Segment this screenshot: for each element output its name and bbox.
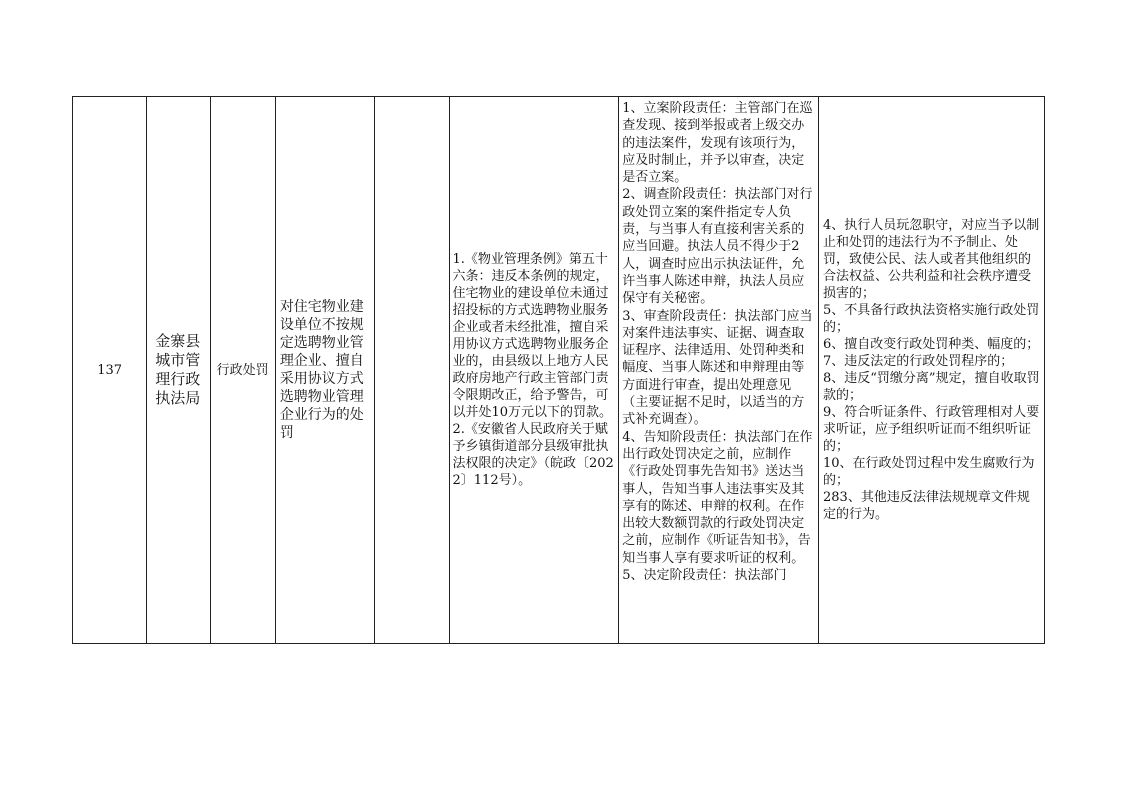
responsibility-item: 4、告知阶段责任：执法部门在作出行政处罚决定之前，应制作《行政处罚事先告知书》送达当事人，告知当事人违法事实及其享有的陈述、申辩的权利。在作出较大数额罚款的行政处罚决定之前，应制作《听证告知书》，告知当事人享有要求听证的权利。 — [622, 429, 813, 566]
table-row — [73, 97, 1045, 644]
legal-basis-cell — [449, 97, 619, 644]
accountability-cell — [819, 97, 1045, 644]
row-number-cell — [73, 97, 147, 644]
accountability-item: 5、不具备行政执法资格实施行政处罚的； — [823, 303, 1040, 335]
row-number: 137 — [97, 362, 123, 378]
power-list-table — [72, 96, 1045, 644]
accountability-item: 8、违反“罚缴分离”规定，擅自收取罚款的； — [823, 371, 1040, 403]
responsibility-list — [619, 97, 818, 584]
responsibility-item: 1、立案阶段责任：主管部门在巡查发现、接到举报或者上级交办的违法案件，发现有该项行为，应及时制止，并予以审查，决定是否立案。 — [622, 101, 813, 186]
department-cell — [147, 97, 210, 644]
accountability-item: 7、违反法定的行政处罚程序的； — [823, 354, 1014, 369]
accountability-item: 4、执行人员玩忽职守，对应当予以制止和处罚的违法行为不予制止、处罚，致使公民、法人或者其他组织的合法权益、公共利益和社会秩序遭受损害的； — [823, 218, 1040, 301]
item-name-cell — [275, 97, 374, 644]
responsibility-cell — [619, 97, 819, 644]
legal-basis-item: 2.《安徽省人民政府关于赋予乡镇街道部分县级审批执法权限的决定》（皖政〔2022〕112号）。 — [452, 422, 614, 488]
department-name: 金寨县城市管理行政执法局 — [155, 332, 201, 407]
accountability-list — [819, 217, 1044, 523]
power-type-cell — [210, 97, 275, 644]
responsibility-item: 2、调查阶段责任：执法部门对行政处罚立案的案件指定专人负责，与当事人有直接利害关系的应当回避。执法人员不得少于2人，调查时应出示执法证件，允许当事人陈述申辩，执法人员应保守有关秘密。 — [622, 187, 813, 307]
responsibility-item: 3、审查阶段责任：执法部门应当对案件违法事实、证据、调查取证程序、法律适用、处罚种类和幅度、当事人陈述和申辩理由等方面进行审查，提出处理意见（主要证据不足时，以适当的方式补充调查）。 — [622, 308, 813, 428]
accountability-item: 283、其他违反法律法规规章文件规定的行为。 — [823, 490, 1030, 522]
legal-basis-item: 1.《物业管理条例》第五十六条：违反本条例的规定，住宅物业的建设单位未通过招投标的方式选聘物业服务企业或者未经批准，擅自采用协议方式选聘物业服务企业的，由县级以上地方人民政府房地产行政主管部门责令限期改正，给予警告，可以并处10万元以下的罚款。 — [452, 252, 613, 420]
item-code-cell — [375, 97, 449, 644]
accountability-item: 9、符合听证条件、行政管理相对人要求听证，应予组织听证而不组织听证的； — [823, 405, 1040, 454]
responsibility-clip — [619, 97, 818, 643]
legal-basis — [450, 251, 619, 489]
power-type: 行政处罚 — [216, 362, 269, 378]
item-name: 对住宅物业建设单位不按规定选聘物业管理企业、擅自采用协议方式选聘物业管理企业行为的处罚 — [279, 299, 364, 441]
accountability-item: 6、擅自改变行政处罚种类、幅度的； — [823, 337, 1040, 352]
accountability-item: 10、在行政处罚过程中发生腐败行为的； — [823, 456, 1035, 488]
responsibility-item: 5、决定阶段责任：执法部门 — [622, 568, 787, 584]
